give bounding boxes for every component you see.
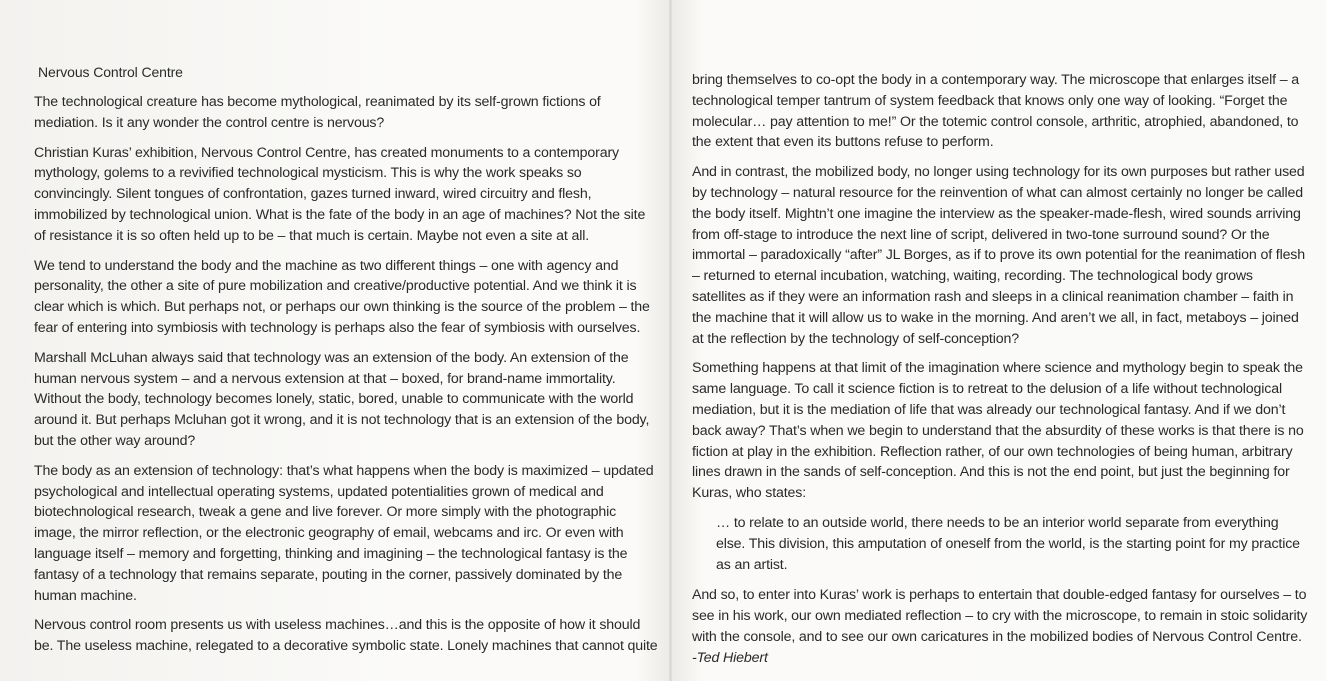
paragraph: Christian Kuras’ exhibition, Nervous Control Centre, has created monuments to a contemporary mythology, golems to a revivified technological mysticism. This is why the work speaks so convincingly. Silent tongues of confrontation, gazes turned inward, wired circuitry and flesh, immobilized by technological union. What is the fate of the body in an age of machines? Not the site of resistance it is so often held up to be – that much is certain. Maybe not even a site at all. <box>34 144 646 244</box>
artist-quote: … to relate to an outside world, there needs to be an interior world separate from everything else. This division, this amputation of oneself from the world, is the starting point for my practice as an artist. <box>716 514 1300 573</box>
paragraph: The body as an extension of technology: that’s what happens when the body is maximized – updated psychological and intellectual operating systems, updated potentialities grown of medical and biotechnological research, tweak a gene and live forever. Or more simply with the photographic image, the mirror reflection, or the electronic geography of email, webcams and irc. Or even with language itself – memory and forgetting, thinking and imagining – the technological fantasy is the fantasy of a technology that remains separate, pouting in the corner, passively dominated by the human machine. <box>34 462 654 604</box>
paragraph: Marshall McLuhan always said that technology was an extension of the body. An extension of the human nervous system – and a nervous extension at that – boxed, for brand-name immortality. Without the body, technology becomes lonely, static, bored, unable to communicate with the world around it. But perhaps Mcluhan got it wrong, and it is not technology that is an extension of the body, but the other way around? <box>34 349 650 449</box>
paragraph: And in contrast, the mobilized body, no longer using technology for its own purposes but rather used by technology – natural resource for the reinvention of what can almost certainly no longer be called the body itself. Mightn’t one imagine the interview as the speaker-made-flesh, wired sounds arriving from off-stage to introduce the next line of script, delivered in two-tone surround sound? Or the immortal – paradoxically “after” JL Borges, as if to prove its own potential for the reanimation of flesh – returned to eternal incubation, watching, waiting, recording. The technological body grows satellites as if they were an information rash and sleeps in a clinical reanimation chamber – faith in the machine that it will allow us to wake in the morning. And aren’t we all, in fact, metaboys – joined at the reflection by the technology of self-conception? <box>692 164 1305 347</box>
right-page <box>672 0 1326 681</box>
essay-title: Nervous Control Centre <box>38 64 183 80</box>
paragraph: Nervous control room presents us with useless machines…and this is the opposite of how it should be. The useless machine, relegated to a decorative symbolic state. Lonely machines that cannot quite <box>34 617 658 655</box>
author-signature: -Ted Hiebert <box>692 649 768 666</box>
paragraph: The technological creature has become mythological, reanimated by its self-grown fictions of mediation. Is it any wonder the control centre is nervous? <box>34 94 601 131</box>
paragraph: bring themselves to co-opt the body in a contemporary way. The microscope that enlarges itself – a technological temper tantrum of system feedback that knows only one way of looking. “Forget the molecular… pay attention to me!” Or the totemic control console, arthritic, atrophied, abandoned, to the extent that even its buttons refuse to perform. <box>692 72 1299 151</box>
paragraph: We tend to understand the body and the machine as two different things – one with agency and personality, the other a site of pure mobilization and creative/productive potential. And we think it is clear which is which. But perhaps not, or perhaps our own thinking is the source of the problem – the fear of entering into symbiosis with technology is perhaps also the fear of symbiosis with ourselves. <box>34 257 650 336</box>
paragraph: Something happens at that limit of the imagination where science and mythology begin to speak the same language. To call it science fiction is to retreat to the delusion of a life without technological mediation, but it is the mediation of life that was already our technological fantasy. And if we don’t back away? That’s when we begin to understand that the absurdity of these works is that there is no fiction at play in the exhibition. Reflection rather, of our own technologies of being human, arbitrary lines drawn in the sands of self-conception. And this is not the end point, but just the beginning for Kuras, who states: <box>692 360 1304 502</box>
closing-paragraph: And so, to enter into Kuras’ work is perhaps to entertain that double-edged fantasy for ourselves – to see in his work, our own mediated reflection – to cry with the microscope, to remain in stoic solidarity with the console, and to see our own caricatures in the mobilized bodies of Nervous Control Centre. <box>692 587 1308 645</box>
